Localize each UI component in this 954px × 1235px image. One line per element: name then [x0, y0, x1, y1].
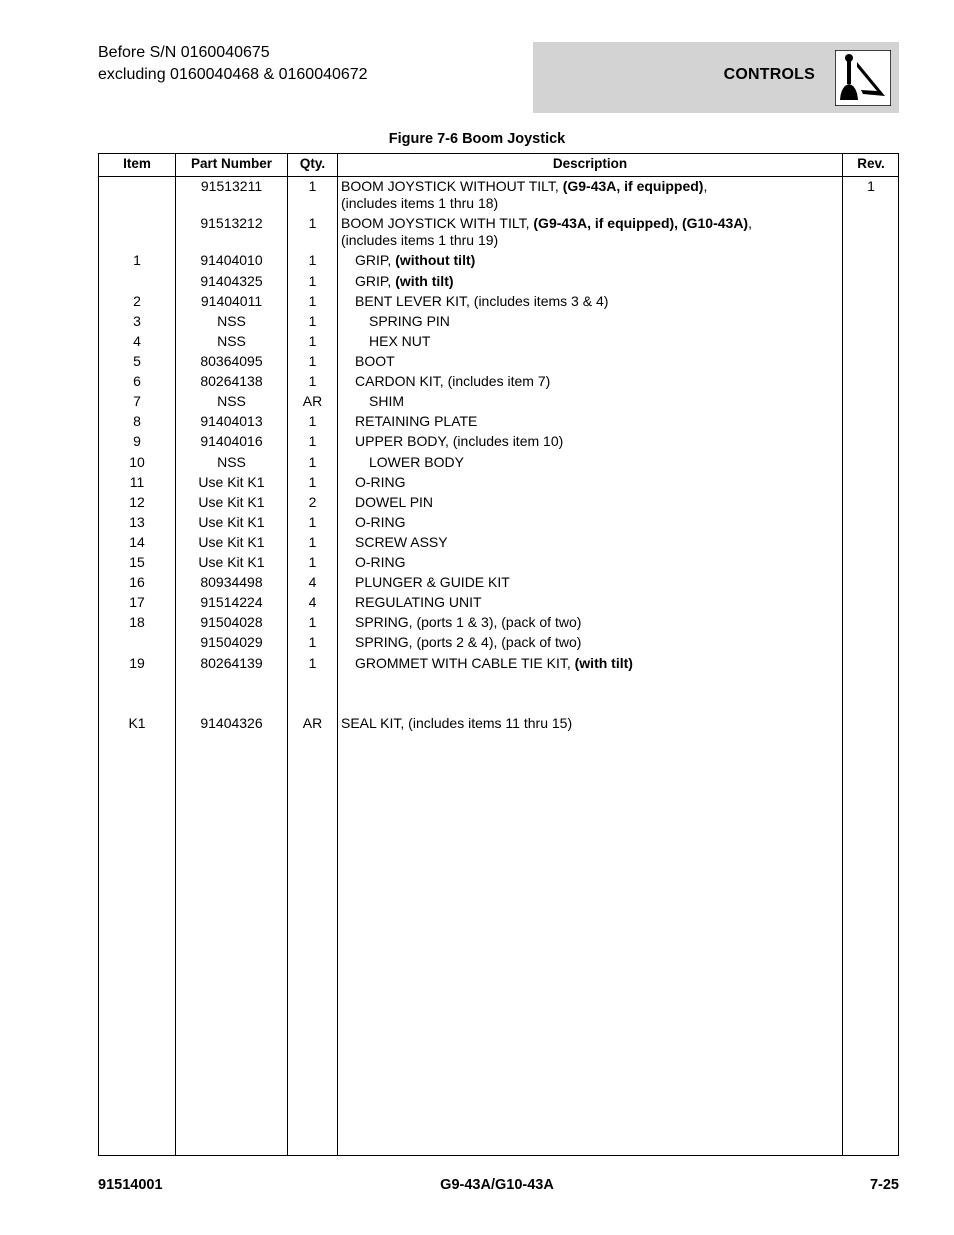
description-cell: [341, 494, 855, 511]
description-bold-text: (with tilt): [395, 273, 454, 289]
description-text: O-RING: [355, 474, 406, 490]
description-text: GROMMET WITH CABLE TIE KIT,: [355, 655, 575, 671]
item-cell: 12: [129, 494, 145, 510]
description-cell: [341, 273, 855, 290]
qty-cell: 1: [308, 614, 317, 630]
description-cell: [341, 313, 869, 330]
description-cell: [341, 614, 855, 631]
qty-cell: 1: [308, 252, 317, 268]
part-number-cell: 80264138: [200, 373, 263, 389]
part-number-cell: Use Kit K1: [198, 554, 265, 570]
description-cell: [341, 215, 841, 249]
description-cell: [341, 655, 855, 672]
qty-cell: 1: [308, 554, 317, 570]
description-bold-text: (with tilt): [574, 655, 633, 671]
description-text: SCREW ASSY: [355, 534, 448, 550]
qty-cell: 1: [308, 634, 317, 650]
description-text: REGULATING UNIT: [355, 594, 482, 610]
item-cell: 7: [133, 393, 141, 409]
description-bold-text: (G9-43A, if equipped), (G10-43A): [533, 215, 749, 231]
description-cell: [341, 514, 855, 531]
description-line2: (includes items 1 thru 19): [341, 232, 499, 248]
description-cell: [341, 333, 869, 350]
description-text: UPPER BODY, (includes item 10): [355, 433, 564, 449]
description-text: SHIM: [369, 393, 404, 409]
description-text: O-RING: [355, 514, 406, 530]
qty-cell: 1: [308, 273, 317, 289]
description-cell: [341, 534, 855, 551]
footer-model: G9-43A/G10-43A: [440, 1177, 554, 1193]
item-cell: 4: [133, 333, 141, 349]
qty-cell: 1: [308, 333, 317, 349]
description-cell: [341, 554, 855, 571]
qty-cell: 1: [308, 655, 317, 671]
qty-cell: 4: [308, 594, 317, 610]
qty-cell: 1: [308, 293, 317, 309]
part-number-cell: 80264139: [200, 655, 263, 671]
part-number-cell: 91404326: [200, 715, 263, 731]
item-cell: K1: [128, 715, 146, 731]
item-cell: 13: [129, 514, 145, 530]
part-number-cell: NSS: [217, 393, 246, 409]
description-cell: [341, 634, 855, 651]
description-cell: [341, 413, 855, 430]
description-cell: [341, 433, 855, 450]
description-cell: [341, 393, 869, 410]
description-text: HEX NUT: [369, 333, 431, 349]
column-header-rev: Rev.: [857, 156, 885, 171]
part-number-cell: Use Kit K1: [198, 474, 265, 490]
rev-cell: 1: [867, 178, 875, 194]
parts-table: [98, 153, 899, 1156]
description-text: SPRING, (ports 1 & 3), (pack of two): [355, 614, 582, 630]
part-number-cell: Use Kit K1: [198, 534, 265, 550]
part-number-cell: 80934498: [200, 574, 263, 590]
serial-note: [98, 42, 368, 86]
description-cell: [341, 474, 855, 491]
description-text: PLUNGER & GUIDE KIT: [355, 574, 510, 590]
qty-cell: 1: [308, 313, 317, 329]
column-header-description: Description: [552, 156, 628, 171]
description-line2: (includes items 1 thru 18): [341, 195, 499, 211]
description-text: SEAL KIT, (includes items 11 thru 15): [341, 715, 573, 731]
description-cell: [341, 594, 855, 611]
qty-cell: 1: [308, 514, 317, 530]
part-number-cell: 80364095: [200, 353, 263, 369]
qty-cell: 1: [308, 433, 317, 449]
item-cell: 18: [129, 614, 145, 630]
qty-cell: 1: [308, 353, 317, 369]
qty-cell: 1: [308, 215, 317, 231]
qty-cell: 1: [308, 474, 317, 490]
item-cell: 10: [129, 454, 145, 470]
qty-cell: 2: [308, 494, 317, 510]
qty-cell: AR: [302, 715, 323, 731]
column-header-part-number: Part Number: [190, 156, 273, 171]
part-number-cell: 91514224: [200, 594, 263, 610]
description-text: DOWEL PIN: [355, 494, 434, 510]
description-text: BENT LEVER KIT, (includes items 3 & 4): [355, 293, 609, 309]
description-text: RETAINING PLATE: [355, 413, 478, 429]
serial-note-line1: Before S/N 0160040675: [98, 44, 270, 61]
qty-cell: 1: [308, 413, 317, 429]
part-number-cell: NSS: [217, 333, 246, 349]
part-number-cell: 91513211: [200, 178, 263, 194]
column-header-qty: Qty.: [299, 156, 326, 171]
figure-title: Figure 7-6 Boom Joystick: [388, 131, 566, 147]
part-number-cell: NSS: [217, 313, 246, 329]
description-text: SPRING PIN: [369, 313, 450, 329]
description-cell: [341, 178, 841, 212]
footer-doc-number: 91514001: [98, 1177, 163, 1193]
part-number-cell: NSS: [217, 454, 246, 470]
description-cell: [341, 252, 855, 269]
qty-cell: 1: [308, 178, 317, 194]
part-number-cell: 91504028: [200, 614, 263, 630]
item-cell: 1: [133, 252, 141, 268]
part-number-cell: 91404325: [200, 273, 263, 289]
description-text: GRIP,: [355, 252, 396, 268]
description-text: SPRING, (ports 2 & 4), (pack of two): [355, 634, 582, 650]
description-text: GRIP,: [355, 273, 396, 289]
description-cell: [341, 353, 855, 370]
description-text: LOWER BODY: [369, 454, 464, 470]
part-number-cell: 91404013: [200, 413, 263, 429]
description-cell: [341, 454, 869, 471]
item-cell: 17: [129, 594, 145, 610]
description-cell: [341, 715, 841, 732]
item-cell: 16: [129, 574, 145, 590]
item-cell: 19: [129, 655, 145, 671]
qty-cell: AR: [302, 393, 323, 409]
joystick-icon: [835, 50, 891, 106]
qty-cell: 1: [308, 534, 317, 550]
description-suffix: ,: [703, 178, 708, 194]
item-cell: 14: [129, 534, 145, 550]
part-number-cell: Use Kit K1: [198, 514, 265, 530]
column-header-item: Item: [123, 156, 151, 171]
description-cell: [341, 574, 855, 591]
item-cell: 3: [133, 313, 141, 329]
qty-cell: 1: [308, 454, 317, 470]
description-cell: [341, 293, 855, 310]
qty-cell: 1: [308, 373, 317, 389]
part-number-cell: 91404010: [200, 252, 263, 268]
description-bold-text: (G9-43A, if equipped): [562, 178, 704, 194]
item-cell: 9: [133, 433, 141, 449]
section-header: [533, 42, 899, 113]
description-text: CARDON KIT, (includes item 7): [355, 373, 551, 389]
item-cell: 6: [133, 373, 141, 389]
part-number-cell: 91404011: [200, 293, 263, 309]
part-number-cell: 91513212: [200, 215, 263, 231]
item-cell: 15: [129, 554, 145, 570]
part-number-cell: 91404016: [200, 433, 263, 449]
description-text: BOOM JOYSTICK WITH TILT,: [341, 215, 534, 231]
description-text: BOOM JOYSTICK WITHOUT TILT,: [341, 178, 563, 194]
serial-note-line2: excluding 0160040468 & 0160040672: [98, 66, 368, 83]
description-text: BOOT: [355, 353, 395, 369]
item-cell: 5: [133, 353, 141, 369]
description-text: O-RING: [355, 554, 406, 570]
section-title: CONTROLS: [723, 66, 815, 83]
description-suffix: ,: [748, 215, 752, 231]
item-cell: 8: [133, 413, 141, 429]
item-cell: 11: [129, 474, 145, 490]
footer-page-number: 7-25: [869, 1177, 899, 1193]
description-bold-text: (without tilt): [395, 252, 476, 268]
item-cell: 2: [133, 293, 141, 309]
qty-cell: 4: [308, 574, 317, 590]
part-number-cell: 91504029: [200, 634, 263, 650]
part-number-cell: Use Kit K1: [198, 494, 265, 510]
description-cell: [341, 373, 855, 390]
